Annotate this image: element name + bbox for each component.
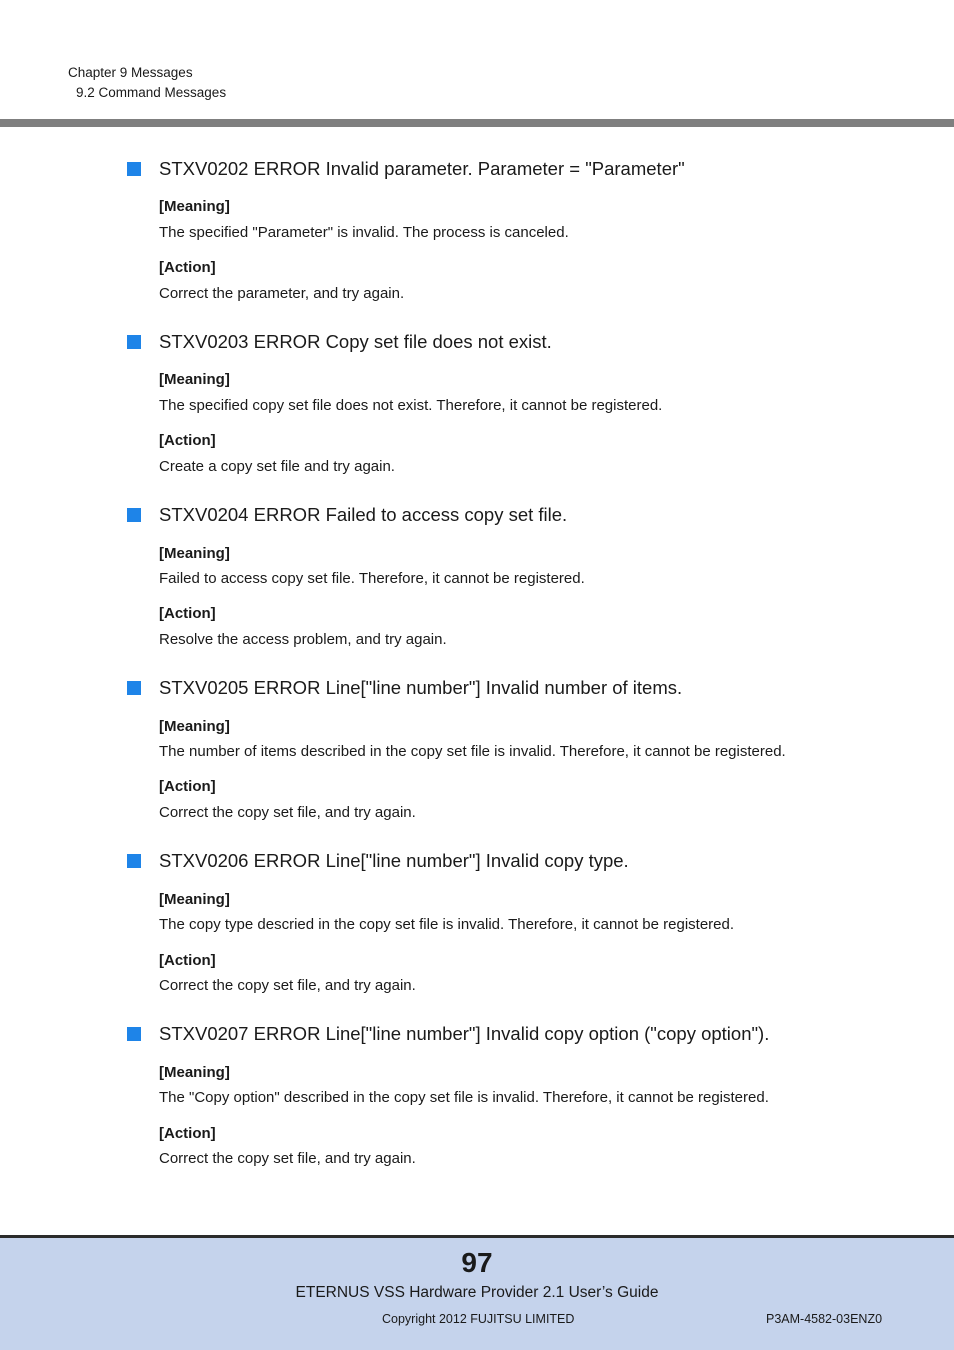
page-footer (0, 1235, 954, 1350)
meaning-label: [Meaning] (159, 1064, 230, 1081)
document-id: P3AM-4582-03ENZ0 (766, 1312, 883, 1326)
meaning-text: The specified "Parameter" is invalid. The process is canceled. (159, 224, 569, 241)
meaning-label: [Meaning] (159, 545, 230, 562)
message-title: STXV0207 ERROR Line["line number"] Invalid copy option ("copy option"). (159, 1023, 770, 1044)
meaning-label: [Meaning] (159, 718, 230, 735)
action-text: Resolve the access problem, and try again. (159, 631, 447, 648)
message-heading (127, 676, 682, 700)
square-bullet-icon (127, 335, 141, 349)
action-text: Correct the copy set file, and try again. (159, 1150, 416, 1167)
meaning-text: The "Copy option" described in the copy set file is invalid. Therefore, it cannot be registered. (159, 1089, 769, 1106)
action-text: Correct the copy set file, and try again. (159, 804, 416, 821)
square-bullet-icon (127, 1027, 141, 1041)
meaning-label: [Meaning] (159, 371, 230, 388)
message-heading (127, 503, 567, 527)
message-heading (127, 157, 685, 181)
message-title: STXV0205 ERROR Line["line number"] Invalid number of items. (159, 677, 683, 698)
message-heading (127, 330, 552, 354)
action-label: [Action] (159, 605, 216, 622)
square-bullet-icon (127, 508, 141, 522)
header-rule (0, 119, 954, 127)
message-title: STXV0202 ERROR Invalid parameter. Parameter = "Parameter" (159, 158, 685, 179)
message-heading (127, 1022, 769, 1046)
page-number: 97 (461, 1247, 493, 1278)
guide-title: ETERNUS VSS Hardware Provider 2.1 User’s Guide (295, 1284, 659, 1301)
meaning-label: [Meaning] (159, 891, 230, 908)
meaning-text: The number of items described in the copy set file is invalid. Therefore, it cannot be registered. (159, 743, 786, 760)
action-text: Create a copy set file and try again. (159, 458, 395, 475)
action-text: Correct the copy set file, and try again. (159, 977, 416, 994)
chapter-title: Chapter 9 Messages (68, 65, 193, 80)
message-title: STXV0206 ERROR Line["line number"] Invalid copy type. (159, 850, 629, 871)
square-bullet-icon (127, 854, 141, 868)
square-bullet-icon (127, 162, 141, 176)
message-title: STXV0203 ERROR Copy set file does not exist. (159, 331, 552, 352)
meaning-label: [Meaning] (159, 198, 230, 215)
meaning-text: Failed to access copy set file. Therefore, it cannot be registered. (159, 570, 585, 587)
action-text: Correct the parameter, and try again. (159, 285, 405, 302)
copyright-notice: Copyright 2012 FUJITSU LIMITED (382, 1312, 575, 1326)
message-title: STXV0204 ERROR Failed to access copy set file. (159, 504, 568, 525)
action-label: [Action] (159, 259, 216, 276)
section-title: 9.2 Command Messages (76, 85, 227, 100)
action-label: [Action] (159, 432, 216, 449)
message-heading (127, 849, 629, 873)
meaning-text: The specified copy set file does not exist. Therefore, it cannot be registered. (159, 397, 663, 414)
meaning-text: The copy type descried in the copy set file is invalid. Therefore, it cannot be registered. (159, 916, 735, 933)
action-label: [Action] (159, 952, 216, 969)
action-label: [Action] (159, 778, 216, 795)
square-bullet-icon (127, 681, 141, 695)
running-header (68, 63, 226, 103)
action-label: [Action] (159, 1125, 216, 1142)
